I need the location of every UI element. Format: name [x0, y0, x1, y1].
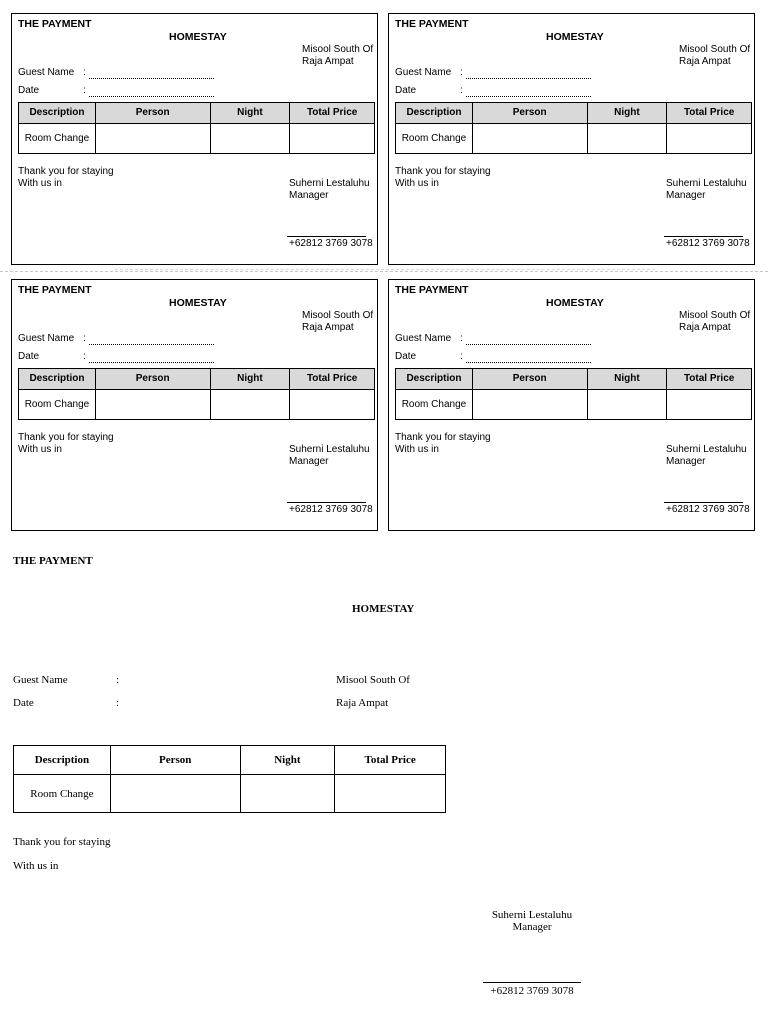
- col-night-header: Night: [240, 746, 335, 775]
- date-colon: :: [460, 85, 463, 96]
- col-total-price-header: Total Price: [290, 369, 375, 390]
- guest-name-label: Guest Name: [395, 67, 452, 78]
- guest-name-label: Guest Name: [18, 67, 75, 78]
- cell-person[interactable]: [472, 124, 587, 154]
- guest-name-field[interactable]: [466, 344, 591, 345]
- date-field[interactable]: [466, 362, 591, 363]
- location-line2: Raja Ampat: [302, 322, 354, 333]
- signature-block: [481, 909, 583, 933]
- guest-name-label: Guest Name: [395, 333, 452, 344]
- signature-line: [287, 502, 366, 503]
- table-header-row: [19, 103, 375, 124]
- manager-name: Suherni Lestaluhu: [289, 444, 370, 455]
- manager-title: Manager: [666, 456, 706, 467]
- guest-name-colon: :: [116, 674, 120, 686]
- cell-total-price[interactable]: [667, 390, 752, 420]
- signature-line: [287, 236, 366, 237]
- location-block: [679, 310, 750, 334]
- phone-number: +62812 3769 3078: [666, 504, 750, 515]
- guest-name-field[interactable]: [89, 344, 214, 345]
- receipt-title: THE PAYMENT: [13, 555, 93, 567]
- cell-person[interactable]: [95, 124, 210, 154]
- table-row: [14, 775, 446, 813]
- homestay-heading: HOMESTAY: [546, 31, 604, 43]
- manager-name: Suherni Lestaluhu: [289, 178, 370, 189]
- phone-number: +62812 3769 3078: [490, 985, 574, 997]
- col-night-header: Night: [587, 369, 667, 390]
- payment-receipt-card: [388, 13, 755, 265]
- col-total-price-header: Total Price: [667, 369, 752, 390]
- guest-name-label: Guest Name: [13, 674, 68, 686]
- charges-table: [18, 368, 375, 420]
- col-total-price-header: Total Price: [290, 103, 375, 124]
- manager-name: Suherni Lestaluhu: [666, 178, 747, 189]
- homestay-heading: HOMESTAY: [169, 297, 227, 309]
- location-line2: Raja Ampat: [679, 56, 731, 67]
- charges-table: [18, 102, 375, 154]
- signature-line: [664, 236, 743, 237]
- cell-person[interactable]: [472, 390, 587, 420]
- date-label: Date: [395, 85, 417, 96]
- col-person-header: Person: [472, 369, 587, 390]
- receipt-title: THE PAYMENT: [395, 284, 469, 296]
- date-field[interactable]: [466, 96, 591, 97]
- thank-you-line1: Thank you for staying: [18, 432, 114, 443]
- signature-block: [289, 444, 370, 468]
- manager-title: Manager: [512, 921, 552, 933]
- date-label: Date: [395, 351, 417, 362]
- guest-name-colon: :: [460, 333, 463, 344]
- receipt-title: THE PAYMENT: [18, 18, 92, 30]
- col-description-header: Description: [19, 369, 96, 390]
- location-line1: Misool South Of: [302, 310, 374, 321]
- col-total-price-header: Total Price: [335, 746, 446, 775]
- location-line2: Raja Ampat: [302, 56, 354, 67]
- guest-name-colon: :: [460, 67, 463, 78]
- manager-name: Suherni Lestaluhu: [491, 909, 573, 921]
- table-header-row: [14, 746, 446, 775]
- cell-description: Room Change: [396, 390, 473, 420]
- homestay-heading: HOMESTAY: [352, 603, 415, 615]
- location-block: [679, 44, 750, 68]
- cell-total-price[interactable]: [290, 124, 375, 154]
- date-colon: :: [116, 697, 120, 709]
- thank-you-line2: With us in: [18, 444, 62, 455]
- guest-name-label: Guest Name: [18, 333, 75, 344]
- cell-description: Room Change: [19, 124, 96, 154]
- cell-description: Room Change: [396, 124, 473, 154]
- col-person-header: Person: [472, 103, 587, 124]
- col-person-header: Person: [110, 746, 240, 775]
- charges-table: [395, 102, 752, 154]
- receipt-title: THE PAYMENT: [395, 18, 469, 30]
- thank-you-note: [18, 432, 114, 456]
- guest-name-field[interactable]: [89, 78, 214, 79]
- signature-line: [483, 982, 581, 983]
- thank-you-line2: With us in: [395, 444, 439, 455]
- col-description-header: Description: [19, 103, 96, 124]
- date-colon: :: [83, 85, 86, 96]
- thank-you-line1: Thank you for staying: [13, 836, 111, 848]
- cell-total-price[interactable]: [667, 124, 752, 154]
- location-line2: Raja Ampat: [679, 322, 731, 333]
- manager-name: Suherni Lestaluhu: [666, 444, 747, 455]
- date-colon: :: [83, 351, 86, 362]
- table-row: [396, 124, 752, 154]
- cell-night[interactable]: [587, 390, 667, 420]
- phone-number: +62812 3769 3078: [289, 238, 373, 249]
- thank-you-note: [395, 166, 491, 190]
- table-row: [396, 390, 752, 420]
- location-block: [302, 44, 373, 68]
- guest-name-field[interactable]: [466, 78, 591, 79]
- table-header-row: [396, 369, 752, 390]
- cell-person[interactable]: [110, 775, 240, 813]
- col-description-header: Description: [14, 746, 111, 775]
- signature-block: [289, 178, 370, 202]
- cell-total-price[interactable]: [335, 775, 446, 813]
- col-description-header: Description: [396, 369, 473, 390]
- cell-description: Room Change: [19, 390, 96, 420]
- thank-you-line2: With us in: [395, 178, 439, 189]
- thank-you-line2: With us in: [18, 178, 62, 189]
- date-field[interactable]: [89, 362, 214, 363]
- signature-line: [664, 502, 743, 503]
- thank-you-line2: With us in: [13, 860, 59, 872]
- signature-block: [666, 178, 747, 202]
- thank-you-line1: Thank you for staying: [18, 166, 114, 177]
- thank-you-note: [395, 432, 491, 456]
- thank-you-line1: Thank you for staying: [395, 166, 491, 177]
- signature-block: [666, 444, 747, 468]
- table-row: [19, 124, 375, 154]
- cut-line-divider-inner: [115, 269, 655, 270]
- thank-you-line1: Thank you for staying: [395, 432, 491, 443]
- cell-night[interactable]: [210, 390, 290, 420]
- table-row: [19, 390, 375, 420]
- phone-number: +62812 3769 3078: [289, 504, 373, 515]
- cell-night[interactable]: [587, 124, 667, 154]
- manager-title: Manager: [289, 190, 329, 201]
- location-block: [302, 310, 373, 334]
- date-label: Date: [18, 85, 40, 96]
- cell-night[interactable]: [240, 775, 335, 813]
- date-label: Date: [13, 697, 34, 709]
- cut-line-divider: [0, 271, 768, 272]
- manager-title: Manager: [289, 456, 329, 467]
- guest-name-colon: :: [83, 333, 86, 344]
- manager-title: Manager: [666, 190, 706, 201]
- charges-table: [395, 368, 752, 420]
- payment-receipt-card: [11, 279, 378, 531]
- table-header-row: [396, 103, 752, 124]
- location-line1: Misool South Of: [679, 44, 751, 55]
- location-line1: Misool South Of: [336, 674, 410, 686]
- payment-receipt-card: [388, 279, 755, 531]
- col-description-header: Description: [396, 103, 473, 124]
- col-person-header: Person: [95, 369, 210, 390]
- charges-table: [13, 745, 446, 813]
- thank-you-note: [18, 166, 114, 190]
- homestay-heading: HOMESTAY: [546, 297, 604, 309]
- payment-receipt-card: [11, 13, 378, 265]
- table-header-row: [19, 369, 375, 390]
- cell-total-price[interactable]: [290, 390, 375, 420]
- col-night-header: Night: [210, 103, 290, 124]
- date-colon: :: [460, 351, 463, 362]
- guest-name-colon: :: [83, 67, 86, 78]
- col-night-header: Night: [210, 369, 290, 390]
- homestay-heading: HOMESTAY: [169, 31, 227, 43]
- col-person-header: Person: [95, 103, 210, 124]
- cell-night[interactable]: [210, 124, 290, 154]
- date-label: Date: [18, 351, 40, 362]
- receipt-title: THE PAYMENT: [18, 284, 92, 296]
- location-line1: Misool South Of: [302, 44, 374, 55]
- cell-person[interactable]: [95, 390, 210, 420]
- cell-description: Room Change: [14, 775, 111, 813]
- phone-number: +62812 3769 3078: [666, 238, 750, 249]
- location-line2: Raja Ampat: [336, 697, 389, 709]
- location-line1: Misool South Of: [679, 310, 751, 321]
- col-total-price-header: Total Price: [667, 103, 752, 124]
- date-field[interactable]: [89, 96, 214, 97]
- col-night-header: Night: [587, 103, 667, 124]
